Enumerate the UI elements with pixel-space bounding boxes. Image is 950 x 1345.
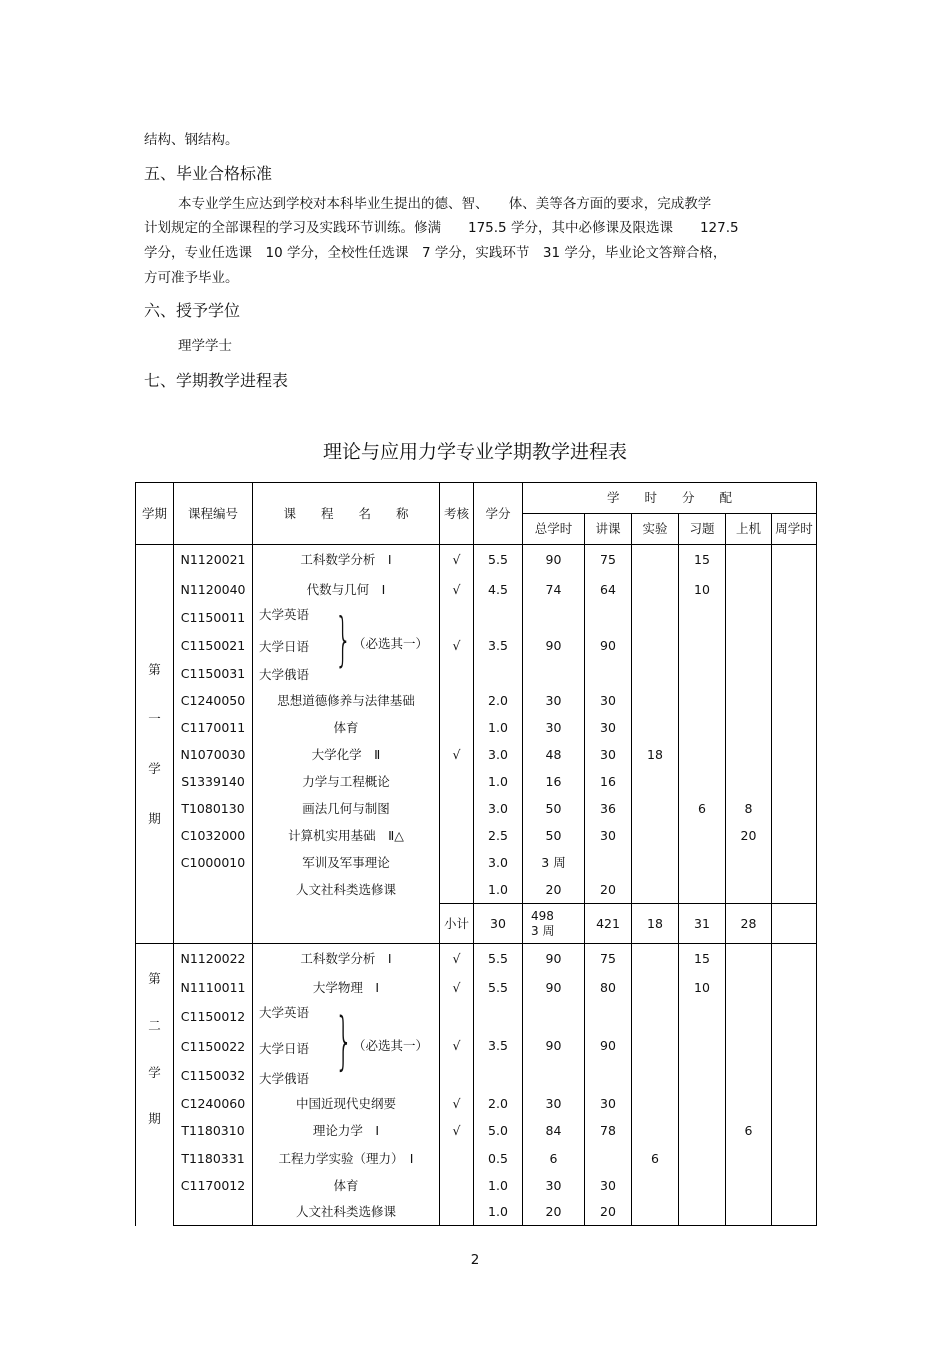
lab-hours — [632, 974, 679, 1002]
table-row — [136, 742, 817, 769]
section5-line: 学分，专业任选课 10 学分，全校性任选课 7 学分，实践环节 31 学分，毕业论文答辩合格， — [144, 245, 727, 261]
lab-hours — [632, 769, 679, 796]
lecture-hours — [585, 850, 632, 877]
exercise-hours — [679, 688, 726, 715]
lab-hours — [632, 1002, 679, 1090]
header-exam: 考核 — [440, 483, 474, 545]
weekly-hours — [772, 1173, 817, 1200]
table-row — [136, 1090, 817, 1118]
computer-hours: 20 — [726, 823, 772, 850]
header-lab: 实验 — [632, 514, 679, 545]
weekly-hours — [772, 1002, 817, 1090]
credit: 0.5 — [474, 1145, 523, 1173]
header-credit: 学分 — [474, 483, 523, 545]
exercise-hours — [679, 604, 726, 688]
course-name: 工程力学实验（理力） Ⅰ — [253, 1145, 440, 1173]
course-name: 画法几何与制图 — [253, 796, 440, 823]
exercise-hours — [679, 1145, 726, 1173]
table-row — [136, 1173, 817, 1200]
total-hours: 90 — [523, 944, 585, 974]
credit: 3.5 — [474, 604, 523, 688]
elective-language-group — [253, 604, 440, 688]
lecture-hours: 30 — [585, 715, 632, 742]
exam-mark: √ — [440, 1002, 474, 1090]
weekly-hours — [772, 545, 817, 576]
subtotal-computer: 28 — [726, 904, 772, 944]
exam-mark — [440, 1200, 474, 1226]
exam-mark: √ — [440, 576, 474, 604]
credit: 3.5 — [474, 1002, 523, 1090]
lecture-hours: 75 — [585, 545, 632, 576]
term1-label: 第 一 学 期 — [136, 545, 174, 944]
credit: 2.0 — [474, 1090, 523, 1118]
header-lecture: 讲课 — [585, 514, 632, 545]
course-code: C1170012 — [174, 1173, 253, 1200]
computer-hours — [726, 1145, 772, 1173]
table-row — [136, 850, 817, 877]
exam-mark — [440, 769, 474, 796]
elective-note: （必选其一） — [353, 1037, 429, 1053]
table-row — [136, 796, 817, 823]
total-hours: 30 — [523, 715, 585, 742]
credit: 4.5 — [474, 576, 523, 604]
computer-hours — [726, 974, 772, 1002]
course-name: 理论力学 Ⅰ — [253, 1118, 440, 1145]
computer-hours — [726, 576, 772, 604]
lecture-hours: 90 — [585, 604, 632, 688]
total-hours: 30 — [523, 688, 585, 715]
subtotal-total — [523, 904, 585, 944]
course-code: C1150032 — [174, 1062, 253, 1090]
header-hours-group: 学 时 分 配 — [523, 483, 817, 514]
lecture-hours: 20 — [585, 1200, 632, 1226]
course-name: 中国近现代史纲要 — [253, 1090, 440, 1118]
computer-hours — [726, 688, 772, 715]
computer-hours — [726, 1173, 772, 1200]
degree-text: 理学学士 — [178, 338, 232, 354]
table-title: 理论与应用力学专业学期教学进程表 — [322, 441, 627, 463]
lab-hours — [632, 1173, 679, 1200]
exercise-hours: 15 — [679, 545, 726, 576]
table-row — [136, 576, 817, 604]
course-code: C1150011 — [174, 604, 253, 632]
page-number: 2 — [470, 1252, 480, 1268]
elective-language-group — [253, 1002, 440, 1090]
total-hours: 6 — [523, 1145, 585, 1173]
subtotal-row — [136, 904, 817, 944]
total-hours: 16 — [523, 769, 585, 796]
lab-hours — [632, 576, 679, 604]
table-row — [136, 604, 817, 632]
total-hours: 74 — [523, 576, 585, 604]
course-name: 工科数学分析 Ⅰ — [253, 944, 440, 974]
subtotal-label: 小计 — [440, 904, 474, 944]
course-code — [174, 1200, 253, 1226]
computer-hours — [726, 1090, 772, 1118]
brace-icon: } — [335, 1003, 353, 1077]
weekly-hours — [772, 688, 817, 715]
lecture-hours: 36 — [585, 796, 632, 823]
table-row — [136, 877, 817, 904]
exercise-hours — [679, 1173, 726, 1200]
course-code — [174, 877, 253, 904]
total-hours: 3 周 — [523, 850, 585, 877]
weekly-hours — [772, 944, 817, 974]
lab-hours — [632, 944, 679, 974]
computer-hours — [726, 877, 772, 904]
lecture-hours: 75 — [585, 944, 632, 974]
total-hours: 30 — [523, 1090, 585, 1118]
course-code: S1339140 — [174, 769, 253, 796]
lab-hours — [632, 877, 679, 904]
lab-hours: 6 — [632, 1145, 679, 1173]
exam-mark — [440, 850, 474, 877]
lecture-hours — [585, 1145, 632, 1173]
lecture-hours: 64 — [585, 576, 632, 604]
course-name: 大学英语 — [259, 1004, 310, 1020]
computer-hours — [726, 1200, 772, 1226]
course-name: 大学俄语 — [259, 1070, 310, 1086]
exam-mark: √ — [440, 1090, 474, 1118]
term2-label: 第 二 学 期 — [136, 944, 174, 1226]
exam-mark — [440, 715, 474, 742]
table-row — [136, 545, 817, 576]
exam-mark — [440, 1173, 474, 1200]
header-weekly: 周学时 — [772, 514, 817, 545]
subtotal-weekly — [772, 904, 817, 944]
exam-mark: √ — [440, 944, 474, 974]
course-code: C1150031 — [174, 660, 253, 688]
course-code: N1120022 — [174, 944, 253, 974]
exam-mark: √ — [440, 1118, 474, 1145]
credit: 2.0 — [474, 688, 523, 715]
total-hours: 90 — [523, 1002, 585, 1090]
lecture-hours: 78 — [585, 1118, 632, 1145]
lecture-hours: 30 — [585, 1090, 632, 1118]
exam-mark — [440, 823, 474, 850]
lecture-hours: 30 — [585, 688, 632, 715]
course-name: 大学俄语 — [259, 666, 310, 682]
weekly-hours — [772, 1118, 817, 1145]
exercise-hours — [679, 1200, 726, 1226]
table-row — [136, 1002, 817, 1032]
course-code: C1032000 — [174, 823, 253, 850]
lab-hours — [632, 688, 679, 715]
intro-text: 结构、钢结构。 — [144, 132, 239, 148]
exercise-hours: 6 — [679, 796, 726, 823]
course-code: N1110011 — [174, 974, 253, 1002]
schedule-table — [135, 482, 817, 1226]
course-code: C1150012 — [174, 1002, 253, 1032]
table-row — [136, 1200, 817, 1226]
credit: 2.5 — [474, 823, 523, 850]
weekly-hours — [772, 1090, 817, 1118]
lab-hours — [632, 1200, 679, 1226]
course-code: C1150021 — [174, 632, 253, 660]
lab-hours — [632, 604, 679, 688]
subtotal-exercise: 31 — [679, 904, 726, 944]
course-name — [253, 904, 440, 944]
course-code: N1120040 — [174, 576, 253, 604]
lecture-hours: 30 — [585, 742, 632, 769]
total-hours: 90 — [523, 974, 585, 1002]
exercise-hours — [679, 1118, 726, 1145]
course-name: 大学英语 — [259, 606, 310, 622]
lab-hours — [632, 545, 679, 576]
elective-note: （必选其一） — [353, 635, 429, 651]
header-code: 课程编号 — [174, 483, 253, 545]
subtotal-lab: 18 — [632, 904, 679, 944]
computer-hours — [726, 545, 772, 576]
weekly-hours — [772, 823, 817, 850]
credit: 1.0 — [474, 769, 523, 796]
course-code: C1170011 — [174, 715, 253, 742]
header-total: 总学时 — [523, 514, 585, 545]
exercise-hours — [679, 823, 726, 850]
exam-mark: √ — [440, 604, 474, 688]
course-name: 体育 — [253, 715, 440, 742]
exercise-hours — [679, 769, 726, 796]
exercise-hours — [679, 742, 726, 769]
course-name: 人文社科类选修课 — [253, 1200, 440, 1226]
course-name: 力学与工程概论 — [253, 769, 440, 796]
subtotal-total-weeks: 3 周 — [531, 923, 555, 938]
course-name: 思想道德修养与法律基础 — [253, 688, 440, 715]
course-code — [174, 904, 253, 944]
exam-mark: √ — [440, 974, 474, 1002]
exercise-hours — [679, 877, 726, 904]
table-row — [136, 823, 817, 850]
course-name: 代数与几何 Ⅰ — [253, 576, 440, 604]
credit: 5.5 — [474, 944, 523, 974]
credit: 3.0 — [474, 742, 523, 769]
course-code: C1240060 — [174, 1090, 253, 1118]
lecture-hours: 30 — [585, 823, 632, 850]
header-term: 学期 — [136, 483, 174, 545]
lecture-hours: 20 — [585, 877, 632, 904]
course-code: N1120021 — [174, 545, 253, 576]
lab-hours: 18 — [632, 742, 679, 769]
computer-hours — [726, 715, 772, 742]
header-computer: 上机 — [726, 514, 772, 545]
total-hours: 50 — [523, 796, 585, 823]
credit: 1.0 — [474, 715, 523, 742]
computer-hours — [726, 1002, 772, 1090]
weekly-hours — [772, 796, 817, 823]
table-row — [136, 1118, 817, 1145]
section5-heading: 五、毕业合格标准 — [144, 164, 273, 183]
weekly-hours — [772, 1200, 817, 1226]
table-row — [136, 715, 817, 742]
total-hours: 90 — [523, 604, 585, 688]
exercise-hours: 10 — [679, 576, 726, 604]
lab-hours — [632, 823, 679, 850]
weekly-hours — [772, 1145, 817, 1173]
course-name: 工科数学分析 Ⅰ — [253, 545, 440, 576]
exam-mark — [440, 688, 474, 715]
table-row — [136, 1145, 817, 1173]
lab-hours — [632, 1090, 679, 1118]
course-name: 体育 — [253, 1173, 440, 1200]
lecture-hours: 90 — [585, 1002, 632, 1090]
course-code: T1080130 — [174, 796, 253, 823]
table-row — [136, 688, 817, 715]
credit: 1.0 — [474, 1173, 523, 1200]
computer-hours — [726, 850, 772, 877]
credit: 5.5 — [474, 545, 523, 576]
course-name: 人文社科类选修课 — [253, 877, 440, 904]
computer-hours — [726, 742, 772, 769]
weekly-hours — [772, 769, 817, 796]
credit: 1.0 — [474, 877, 523, 904]
weekly-hours — [772, 715, 817, 742]
course-code: T1180331 — [174, 1145, 253, 1173]
course-code: C1000010 — [174, 850, 253, 877]
weekly-hours — [772, 742, 817, 769]
credit: 5.5 — [474, 974, 523, 1002]
lecture-hours: 30 — [585, 1173, 632, 1200]
total-hours: 48 — [523, 742, 585, 769]
weekly-hours — [772, 576, 817, 604]
course-name: 大学物理 Ⅰ — [253, 974, 440, 1002]
weekly-hours — [772, 974, 817, 1002]
exercise-hours: 15 — [679, 944, 726, 974]
header-exercise: 习题 — [679, 514, 726, 545]
total-hours: 20 — [523, 1200, 585, 1226]
exercise-hours — [679, 850, 726, 877]
course-code: C1150022 — [174, 1032, 253, 1062]
exercise-hours — [679, 1090, 726, 1118]
section7-heading: 七、学期教学进程表 — [144, 371, 289, 390]
course-name: 军训及军事理论 — [253, 850, 440, 877]
credit: 3.0 — [474, 850, 523, 877]
course-name: 大学化学 Ⅱ — [253, 742, 440, 769]
course-name: 大学日语 — [259, 1040, 310, 1056]
computer-hours: 6 — [726, 1118, 772, 1145]
computer-hours — [726, 604, 772, 688]
exam-mark: √ — [440, 545, 474, 576]
credit: 5.0 — [474, 1118, 523, 1145]
lab-hours — [632, 715, 679, 742]
section5-line: 本专业学生应达到学校对本科毕业生提出的德、智、 体、美等各方面的要求，完成教学 — [178, 196, 712, 212]
total-hours: 84 — [523, 1118, 585, 1145]
course-name: 计算机实用基础 Ⅱ△ — [253, 823, 440, 850]
subtotal-total-hours: 498 — [531, 908, 554, 923]
table-row — [136, 974, 817, 1002]
course-name: 大学日语 — [259, 638, 310, 654]
exam-mark — [440, 1145, 474, 1173]
section5-line: 方可准予毕业。 — [144, 270, 239, 286]
course-code: N1070030 — [174, 742, 253, 769]
lecture-hours: 80 — [585, 974, 632, 1002]
header-name: 课 程 名 称 — [253, 483, 440, 545]
exercise-hours — [679, 715, 726, 742]
lab-hours — [632, 1118, 679, 1145]
exercise-hours — [679, 1002, 726, 1090]
table-row — [136, 769, 817, 796]
credit: 1.0 — [474, 1200, 523, 1226]
weekly-hours — [772, 877, 817, 904]
course-code: T1180310 — [174, 1118, 253, 1145]
total-hours: 30 — [523, 1173, 585, 1200]
weekly-hours — [772, 850, 817, 877]
exam-mark: √ — [440, 742, 474, 769]
brace-icon: } — [335, 604, 352, 673]
subtotal-credit: 30 — [474, 904, 523, 944]
section6-heading: 六、授予学位 — [144, 301, 241, 320]
computer-hours — [726, 944, 772, 974]
course-code: C1240050 — [174, 688, 253, 715]
lecture-hours: 16 — [585, 769, 632, 796]
lab-hours — [632, 796, 679, 823]
computer-hours: 8 — [726, 796, 772, 823]
total-hours: 90 — [523, 545, 585, 576]
section5-line: 计划规定的全部课程的学习及实践环节训练。修满 175.5 学分，其中必修课及限选课 127.5 — [144, 220, 739, 236]
exam-mark — [440, 877, 474, 904]
weekly-hours — [772, 604, 817, 688]
total-hours: 20 — [523, 877, 585, 904]
total-hours: 50 — [523, 823, 585, 850]
credit: 3.0 — [474, 796, 523, 823]
exam-mark — [440, 796, 474, 823]
subtotal-lecture: 421 — [585, 904, 632, 944]
exercise-hours: 10 — [679, 974, 726, 1002]
computer-hours — [726, 769, 772, 796]
table-row — [136, 944, 817, 974]
lab-hours — [632, 850, 679, 877]
